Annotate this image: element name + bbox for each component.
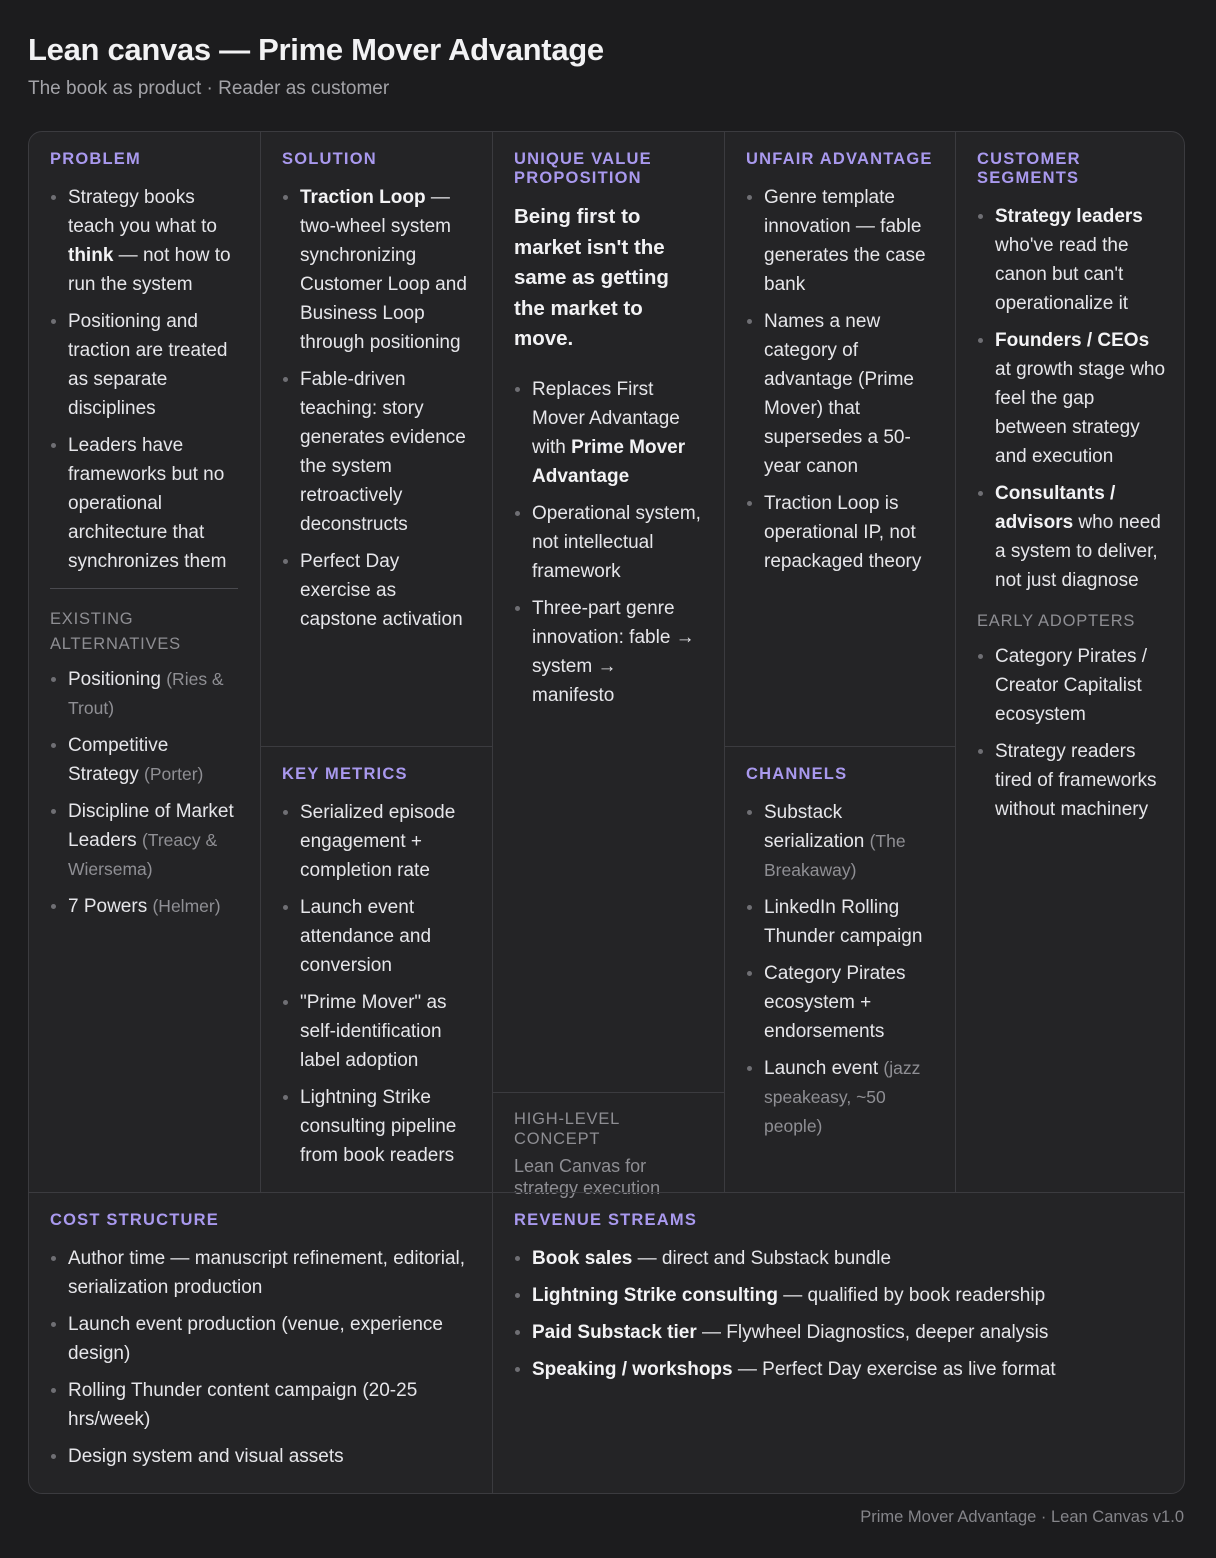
solution-block (260, 132, 492, 746)
customer-segments-block (955, 132, 1185, 1192)
list-item: Names a new category of advantage (Prime Mover) that supersedes a 50-year canon (746, 307, 935, 481)
revenue-streams-block (492, 1192, 1185, 1494)
list-item: Launch event production (venue, experience design) (50, 1310, 472, 1368)
list-item: Launch event (jazz speakeasy, ~50 people) (746, 1054, 935, 1141)
uvp-title: UNIQUE VALUE PROPOSITION (514, 150, 652, 187)
high-level-concept-title: HIGH-LEVEL CONCEPT (514, 1110, 620, 1148)
list-item: Traction Loop — two-wheel system synchronizing Customer Loop and Business Loop through positioning (282, 183, 472, 357)
channels-block (724, 746, 955, 1192)
uvp-list (514, 375, 704, 710)
cost-structure-block (29, 1192, 492, 1494)
list-item: Positioning (Ries & Trout) (50, 665, 240, 723)
alternatives-list (50, 665, 240, 921)
customer-segments-list (977, 202, 1166, 595)
page-title: Lean canvas — Prime Mover Advantage (28, 32, 604, 67)
list-item: Lightning Strike consulting pipeline from book readers (282, 1083, 472, 1170)
list-item: Launch event attendance and conversion (282, 893, 472, 980)
solution-list (282, 183, 472, 634)
cost-structure-list (50, 1244, 472, 1471)
list-item: Positioning and traction are treated as separate disciplines (50, 307, 240, 423)
unfair-advantage-block (724, 132, 955, 746)
high-level-concept-text: Lean Canvas for strategy execution (514, 1156, 661, 1198)
list-item: Author time — manuscript refinement, editorial, serialization production (50, 1244, 472, 1302)
list-item: Perfect Day exercise as capstone activation (282, 547, 472, 634)
list-item: Design system and visual assets (50, 1442, 472, 1471)
list-item: Lightning Strike consulting — qualified by book readership (514, 1281, 1166, 1310)
list-item: Serialized episode engagement + completion rate (282, 798, 472, 885)
early-adopters-title: EARLY ADOPTERS (977, 612, 1136, 630)
list-item: 7 Powers (Helmer) (50, 892, 240, 921)
revenue-streams-title: REVENUE STREAMS (514, 1211, 698, 1229)
key-metrics-block (260, 746, 492, 1192)
channels-title: CHANNELS (746, 765, 848, 783)
key-metrics-title: KEY METRICS (282, 765, 408, 783)
solution-title: SOLUTION (282, 150, 377, 168)
list-item: LinkedIn Rolling Thunder campaign (746, 893, 935, 951)
list-item: Fable-driven teaching: story generates evidence the system retroactively deconstructs (282, 365, 472, 539)
page-subtitle: The book as product · Reader as customer (28, 78, 390, 99)
channels-list (746, 798, 935, 1141)
list-item: Operational system, not intellectual framework (514, 499, 704, 586)
list-item: Three-part genre innovation: fable → system → manifesto (514, 594, 704, 710)
lean-canvas (28, 131, 1185, 1494)
list-item: "Prime Mover" as self-identification label adoption (282, 988, 472, 1075)
early-adopters-list (977, 642, 1166, 824)
list-item: Category Pirates ecosystem + endorsements (746, 959, 935, 1046)
list-item: Replaces First Mover Advantage with Prime Mover Advantage (514, 375, 704, 491)
problem-block (29, 132, 260, 1192)
list-item: Substack serialization (The Breakaway) (746, 798, 935, 885)
list-item: Speaking / workshops — Perfect Day exercise as live format (514, 1355, 1166, 1384)
list-item: Discipline of Market Leaders (Treacy & Wiersema) (50, 797, 240, 884)
list-item: Traction Loop is operational IP, not repackaged theory (746, 489, 935, 576)
footer-label: Prime Mover Advantage · Lean Canvas v1.0 (860, 1508, 1184, 1526)
uvp-block (492, 132, 724, 1092)
problem-list (50, 183, 240, 576)
list-item: Strategy books teach you what to think — not how to run the system (50, 183, 240, 299)
uvp-headline: Being first to market isn't the same as getting the market to move. (514, 205, 669, 350)
list-item: Genre template innovation — fable generates the case bank (746, 183, 935, 299)
list-item: Leaders have frameworks but no operational architecture that synchronizes them (50, 431, 240, 576)
cost-structure-title: COST STRUCTURE (50, 1211, 219, 1229)
list-item: Strategy leaders who've read the canon but can't operationalize it (977, 202, 1166, 318)
unfair-advantage-title: UNFAIR ADVANTAGE (746, 150, 933, 168)
list-item: Rolling Thunder content campaign (20-25 hrs/week) (50, 1376, 472, 1434)
list-item: Competitive Strategy (Porter) (50, 731, 240, 789)
divider (50, 588, 238, 589)
revenue-streams-list (514, 1244, 1166, 1384)
list-item: Paid Substack tier — Flywheel Diagnostics, deeper analysis (514, 1318, 1166, 1347)
list-item: Strategy readers tired of frameworks without machinery (977, 737, 1166, 824)
unfair-advantage-list (746, 183, 935, 576)
list-item: Book sales — direct and Substack bundle (514, 1244, 1166, 1273)
list-item: Founders / CEOs at growth stage who feel the gap between strategy and execution (977, 326, 1166, 471)
list-item: Consultants / advisors who need a system to deliver, not just diagnose (977, 479, 1166, 595)
customer-segments-title: CUSTOMER SEGMENTS (977, 150, 1081, 187)
problem-title: PROBLEM (50, 150, 141, 168)
key-metrics-list (282, 798, 472, 1170)
alternatives-title: EXISTING ALTERNATIVES (50, 610, 181, 653)
high-level-concept-block (492, 1092, 724, 1198)
list-item: Category Pirates / Creator Capitalist ecosystem (977, 642, 1166, 729)
